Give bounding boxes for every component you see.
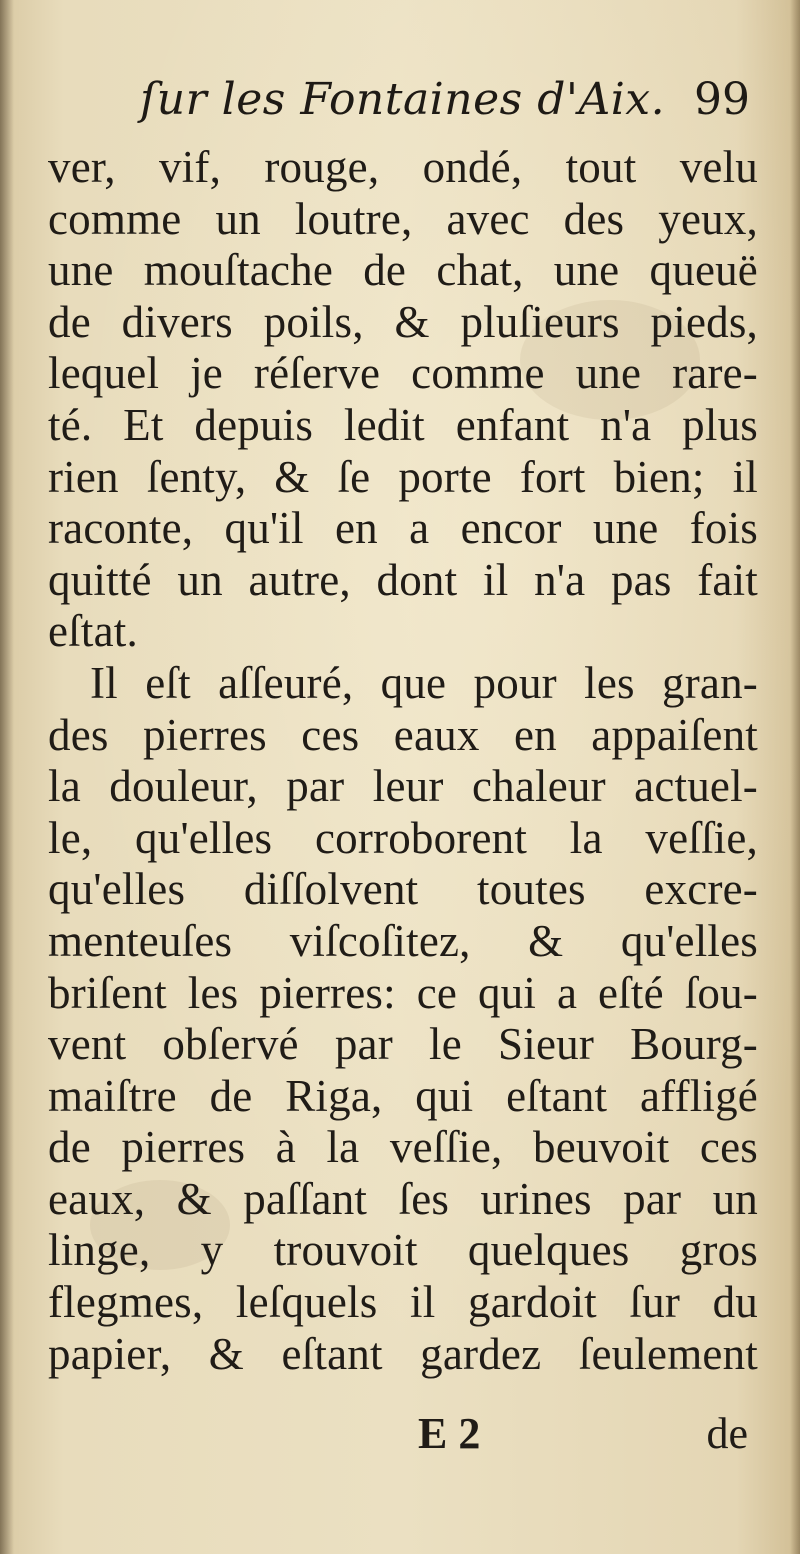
- text-line: de pierres à la veſſie, beuvoit ces: [48, 1122, 758, 1173]
- text-line: briſent les pierres: ce qui a eſté ſou-: [48, 967, 758, 1018]
- text-line: le, qu'elles corroborent la veſſie,: [48, 812, 758, 863]
- text-line: de divers poils, & pluſieurs pieds,: [48, 296, 758, 347]
- text-line: qu'elles diſſolvent toutes excre-: [48, 864, 758, 915]
- text-line: té. Et depuis ledit enfant n'a plus: [48, 399, 758, 450]
- text-line: des pierres ces eaux en appaiſent: [48, 709, 758, 760]
- text-line: la douleur, par leur chaleur actuel-: [48, 761, 758, 812]
- text-line: maiſtre de Riga, qui eſtant affligé: [48, 1070, 758, 1121]
- text-line: papier, & eſtant gardez ſeulement: [48, 1328, 758, 1379]
- signature-mark: E 2: [418, 1409, 481, 1458]
- text-line: lequel je réſerve comme une rare-: [48, 348, 758, 399]
- catchword: de: [706, 1409, 748, 1458]
- text-line: eaux, & paſſant ſes urines par un: [48, 1173, 758, 1224]
- body-text: [48, 142, 758, 1380]
- text-line: rien ſenty, & ſe porte fort bien; il: [48, 451, 758, 502]
- text-line: eſtat.: [48, 606, 138, 657]
- running-head: [140, 74, 750, 134]
- text-line: linge, y trouvoit quelques gros: [48, 1225, 758, 1276]
- page-number: 99: [694, 74, 750, 125]
- page-footer: [48, 1408, 748, 1460]
- text-line: raconte, qu'il en a encor une fois: [48, 503, 758, 554]
- text-line: vent obſervé par le Sieur Bourg-: [48, 1019, 758, 1070]
- text-line: Il eſt aſſeuré, que pour les gran-: [90, 657, 758, 708]
- text-line: flegmes, leſquels il gardoit ſur du: [48, 1277, 758, 1328]
- text-line: ver, vif, rouge, ondé, tout velu: [48, 142, 758, 192]
- text-line: comme un loutre, avec des yeux,: [48, 193, 758, 244]
- text-line: quitté un autre, dont il n'a pas fait: [48, 554, 758, 605]
- text-line: menteuſes viſcoſitez, & qu'elles: [48, 915, 758, 966]
- running-title: ſur les Fontaines d'Aix.: [140, 74, 666, 125]
- text-line: une mouſtache de chat, une queuë: [48, 245, 758, 296]
